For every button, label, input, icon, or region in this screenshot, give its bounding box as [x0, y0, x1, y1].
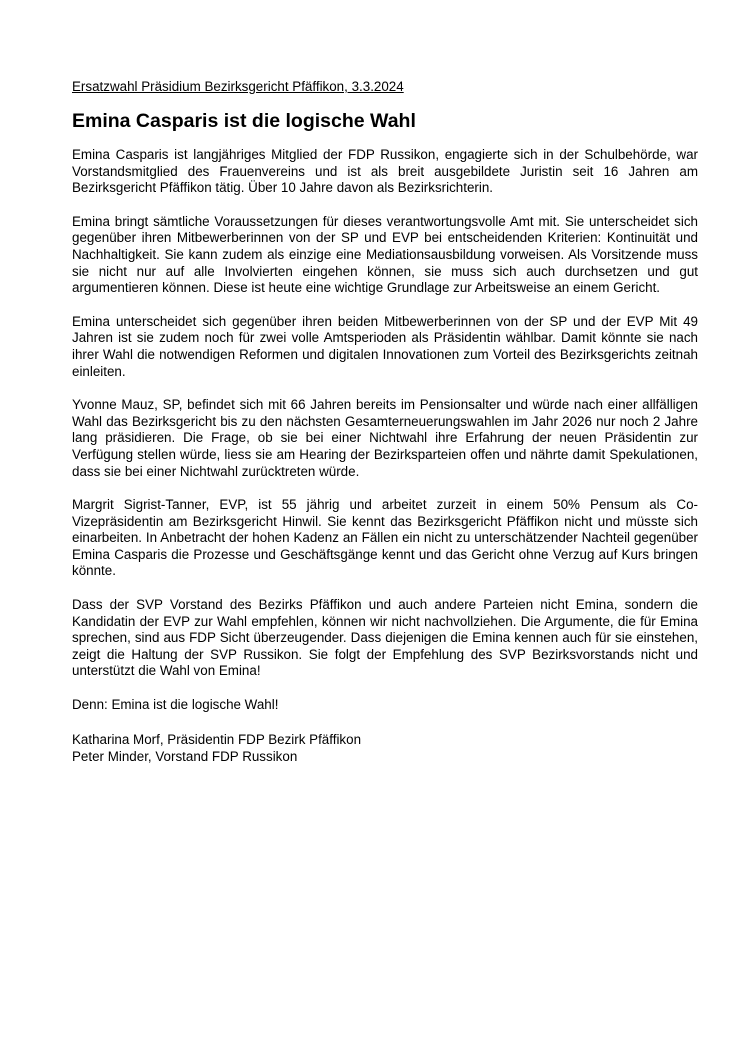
- paragraph-evp-candidate: Margrit Sigrist-Tanner, EVP, ist 55 jährig und arbeitet zurzeit in einem 50% Pensum als Co-Vizepräsidentin am Bezirksgericht Hinwil. Sie kennt das Bezirksgericht Pfäffikon nicht und müsste sich einarbeiten. In Anbetracht der hohen Kadenz an Fällen ein nicht zu unterschätzender Nachteil gegenüber Emina Casparis die Prozesse und Geschäftsgänge kennt und das Gericht ohne Verzug auf Kurs bringen könnte.: [72, 497, 698, 579]
- paragraph-age-term: Emina unterscheidet sich gegenüber ihren beiden Mitbewerberinnen von der SP und der EVP Mit 49 Jahren ist sie zudem noch für zwei volle Amtsperioden als Präsidentin wählbar. Damit könnte sie nach ihrer Wahl die notwendigen Reformen und digitalen Innovationen zum Vorteil des Bezirksgerichts zeitnah einleiten.: [72, 313, 698, 379]
- paragraph-party-recommendations: Dass der SVP Vorstand des Bezirks Pfäffikon und auch andere Parteien nicht Emina, sondern die Kandidatin der EVP zur Wahl empfehlen, können wir nicht nachvollziehen. Die Argumente, die für Emina sprechen, sind aus FDP Sicht überzeugender. Dass diejenigen die Emina kennen auch für sie einstehen, zeigt die Haltung der SVP Russikon. Sie folgt der Empfehlung des SVP Bezirksvorstands nicht und unterstützt die Wahl von Emina!: [72, 597, 698, 679]
- paragraph-conclusion: Denn: Emina ist die logische Wahl!: [72, 697, 279, 713]
- document-page: [72, 78, 698, 765]
- signature-line: Peter Minder, Vorstand FDP Russikon: [72, 748, 298, 764]
- paragraph-intro: Emina Casparis ist langjähriges Mitglied der FDP Russikon, engagierte sich in der Schulbehörde, war Vorstandsmitglied des Frauenvereins und ist als breit ausgebildete Juristin seit 16 Jahren am Bezirksgericht Pfäffikon tätig. Über 10 Jahre davon als Bezirksrichterin.: [72, 147, 698, 196]
- document-headline: Emina Casparis ist die logische Wahl: [72, 110, 416, 132]
- document-kicker: Ersatzwahl Präsidium Bezirksgericht Pfäffikon, 3.3.2024: [72, 79, 404, 94]
- signature-line: Katharina Morf, Präsidentin FDP Bezirk Pfäffikon: [72, 731, 362, 747]
- paragraph-sp-candidate: Yvonne Mauz, SP, befindet sich mit 66 Jahren bereits im Pensionsalter und würde nach einer allfälligen Wahl das Bezirksgericht bis zu den nächsten Gesamterneuerungswahlen im Jahr 2026 nur noch 2 Jahre lang präsidieren. Die Frage, ob sie bei einer Nichtwahl ihre Erfahrung der neuen Präsidentin zur Verfügung stellen würde, liess sie am Hearing der Bezirksparteien offen und nährte damit Spekulationen, dass sie bei einer Nichtwahl zurücktreten würde.: [72, 397, 698, 479]
- paragraph-qualifications: Emina bringt sämtliche Voraussetzungen für dieses verantwortungsvolle Amt mit. Sie unterscheidet sich gegenüber ihren Mitbewerberinnen von der SP und EVP bei entscheidenden Kriterien: Kontinuität und Nachhaltigkeit. Sie kann zudem als einzige eine Mediationsausbildung vorweisen. Als Vorsitzende muss sie nicht nur auf alle Involvierten eingehen können, sie muss sich auch durchsetzen und gut argumentieren können. Diese ist heute eine wichtige Grundlage zur Arbeitsweise an einem Gericht.: [72, 213, 698, 296]
